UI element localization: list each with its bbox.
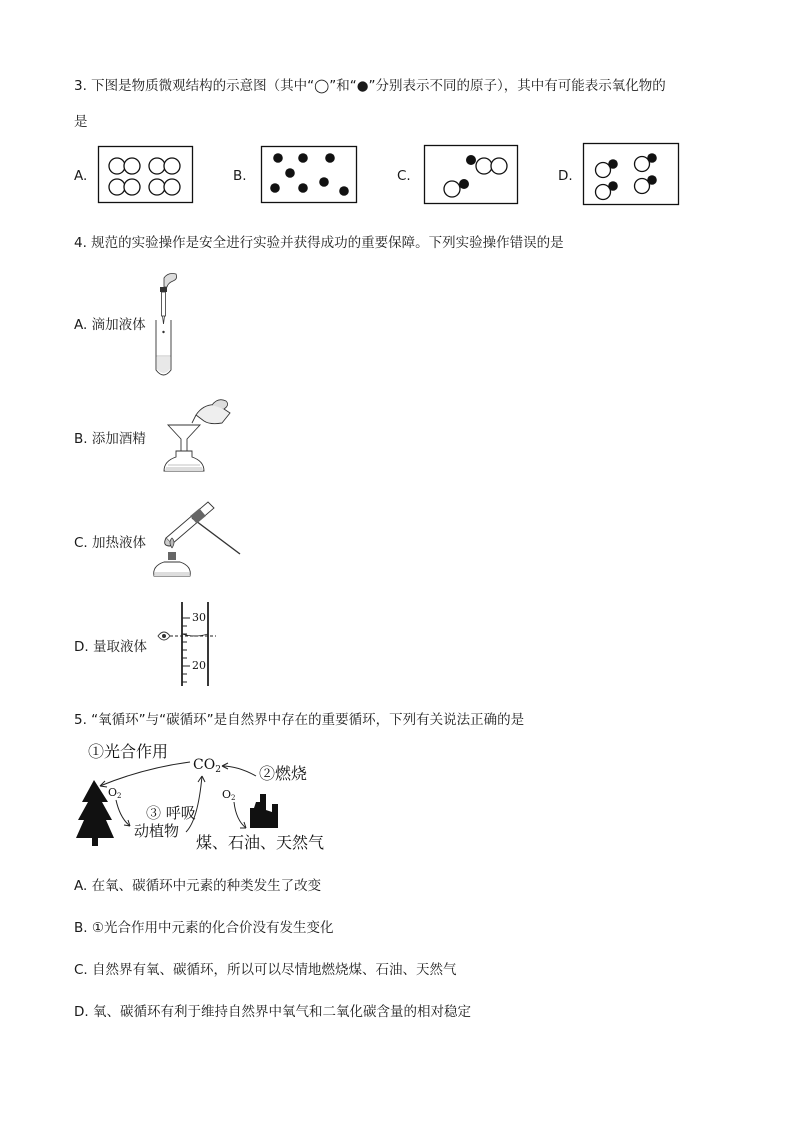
q4-heating-liquid-figure	[152, 496, 244, 582]
label-combustion: ②燃烧	[259, 764, 308, 783]
cylinder-mark-30: 30	[192, 611, 206, 624]
q3-stem-line2: 是	[74, 114, 88, 130]
label-fuels: 煤、石油、天然气	[196, 833, 325, 852]
q4-option-a-label: A. 滴加液体	[74, 317, 146, 333]
label-co2: $CO_2$	[193, 757, 221, 775]
label-respiration: ③ 呼吸	[146, 804, 196, 822]
q3-stem-line1: 3. 下图是物质微观结构的示意图（其中“◯”和“●”分别表示不同的原子），其中有可能表示氧化物的	[74, 78, 666, 94]
q3-option-c-label: C.	[397, 168, 411, 184]
q5-option-b: B. ①光合作用中元素的化合价没有发生变化	[74, 920, 334, 936]
q4-option-b-label: B. 添加酒精	[74, 431, 146, 447]
q4-dropper-test-tube-figure	[152, 270, 182, 380]
label-photosynthesis: ①光合作用	[88, 742, 169, 761]
q3-option-d-figure	[583, 143, 680, 206]
q5-stem: 5. “氧循环”与“碳循环”是自然界中存在的重要循环，下列有关说法正确的是	[74, 712, 525, 728]
q3-option-b-label: B.	[233, 168, 247, 184]
q3-option-a-label: A.	[74, 168, 88, 184]
label-o2-left: O2	[108, 786, 122, 800]
q3-option-a-figure	[98, 146, 194, 204]
q3-option-b-figure	[261, 146, 358, 204]
q4-option-c-label: C. 加热液体	[74, 535, 147, 551]
q5-option-c: C. 自然界有氧、碳循环，所以可以尽情地燃烧煤、石油、天然气	[74, 962, 457, 978]
label-organisms: 动植物	[134, 822, 180, 840]
q4-alcohol-lamp-refill-figure	[152, 395, 234, 477]
q5-option-a: A. 在氧、碳循环中元素的种类发生了改变	[74, 878, 322, 894]
q4-option-d-label: D. 量取液体	[74, 639, 147, 655]
q4-graduated-cylinder-figure	[154, 600, 224, 688]
q5-cycle-diagram	[74, 740, 324, 856]
q3-option-c-figure	[424, 145, 519, 205]
q5-option-d: D. 氧、碳循环有利于维持自然界中氧气和二氧化碳含量的相对稳定	[74, 1004, 471, 1020]
q4-stem: 4. 规范的实验操作是安全进行实验并获得成功的重要保障。下列实验操作错误的是	[74, 235, 564, 251]
q3-option-d-label: D.	[558, 168, 573, 184]
cylinder-mark-20: 20	[192, 659, 206, 672]
label-o2-right: O2	[222, 788, 236, 802]
